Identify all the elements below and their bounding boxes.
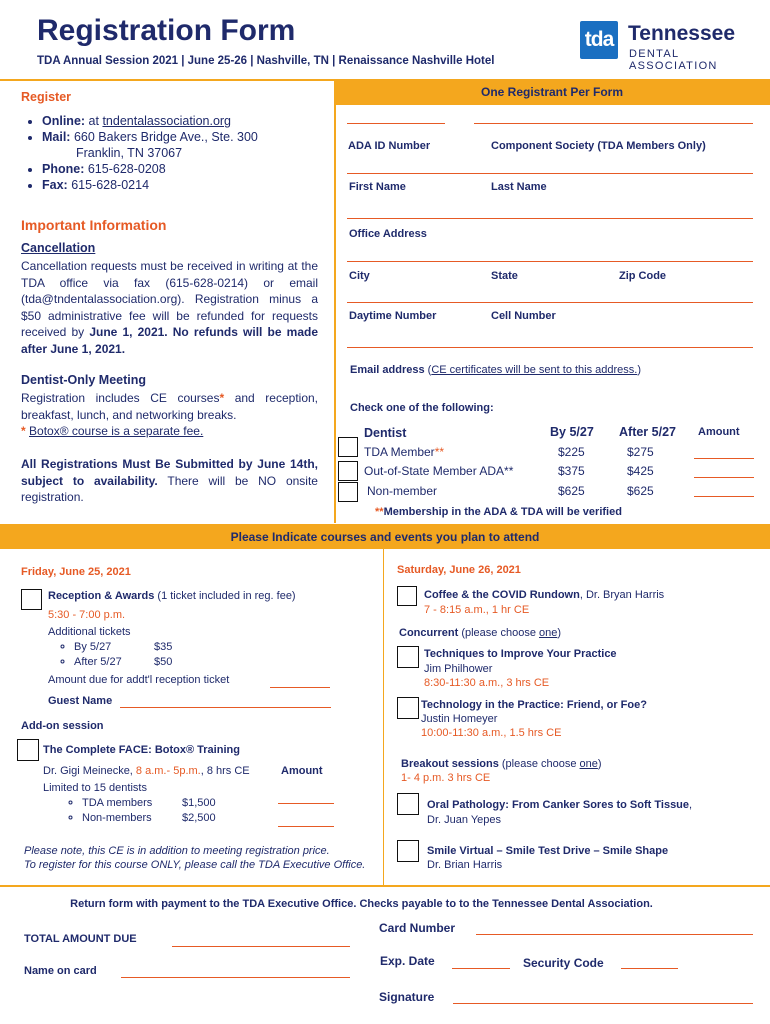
face-non-amount-line[interactable]	[278, 826, 334, 827]
last-name-label: Last Name	[491, 181, 547, 193]
register-phone: • Phone: 615-628-0208	[42, 161, 327, 177]
techniques-title: Techniques to Improve Your Practice	[424, 648, 617, 660]
email-line[interactable]	[347, 347, 753, 348]
covid-checkbox[interactable]	[397, 586, 417, 606]
cell-label: Cell Number	[491, 310, 556, 322]
face-tda-amount-line[interactable]	[278, 803, 334, 804]
addon-heading: Add-on session	[21, 720, 104, 732]
friday-heading: Friday, June 25, 2021	[21, 566, 131, 578]
reception-checkbox[interactable]	[21, 589, 42, 610]
signature-label: Signature	[379, 990, 435, 1004]
saturday-heading: Saturday, June 26, 2021	[397, 564, 521, 576]
non-member-by: $625	[558, 484, 585, 498]
register-list	[22, 113, 327, 193]
tda-logo-mark: tda	[580, 21, 618, 59]
exp-date-line[interactable]	[452, 968, 510, 969]
reception-time: 5:30 - 7:00 p.m.	[48, 609, 126, 621]
city-label: City	[349, 270, 370, 282]
limited-label: Limited to 15 dentists	[43, 782, 147, 794]
membership-note: **Membership in the ADA & TDA will be verified	[375, 506, 622, 518]
col-dentist: Dentist	[364, 426, 407, 440]
cancellation-text: Cancellation requests must be received in writing at the TDA office via fax (615-628-0214) or email (tda@tndentalassociation.org). Registration minus a $50 administrative fee will be refunded for requests received by June 1, 2021. No refunds will be made after June 1, 2021.	[21, 259, 318, 356]
header-divider	[0, 79, 334, 81]
covid-time: 7 - 8:15 a.m., 1 hr CE	[424, 604, 530, 616]
covid-title: Coffee & the COVID Rundown, Dr. Bryan Harris	[424, 589, 665, 601]
additional-tickets: Additional tickets	[48, 626, 131, 638]
payment-divider	[0, 885, 770, 887]
face-title: The Complete FACE: Botox® Training	[43, 744, 240, 756]
face-note-2: To register for this course ONLY, please call the TDA Executive Office.	[24, 859, 366, 871]
first-name-label: First Name	[349, 181, 406, 193]
total-label: TOTAL AMOUNT DUE	[24, 933, 137, 945]
face-amount-label: Amount	[281, 765, 323, 777]
reception-label: Reception & Awards (1 ticket included in reg. fee)	[48, 590, 296, 602]
non-member-amount-line[interactable]	[694, 496, 754, 497]
tda-member-label: TDA Member**	[364, 445, 445, 459]
state-label: State	[491, 270, 518, 282]
return-note: Return form with payment to the TDA Executive Office. Checks payable to to the Tennessee Dental Association.	[70, 898, 653, 910]
non-member-label: Non-member	[367, 484, 438, 498]
oral-pathology-speaker: Dr. Juan Yepes	[427, 814, 502, 826]
name-line[interactable]	[347, 173, 753, 174]
dentist-meeting-text: Registration includes CE courses* and reception, breakfast, lunch, and networking breaks. * Botox® course is a separate fee.	[21, 391, 319, 438]
amount-due-label: Amount due for addt'l reception ticket	[48, 674, 230, 686]
smile-virtual-checkbox[interactable]	[397, 840, 419, 862]
office-address-line[interactable]	[347, 218, 753, 219]
tda-member-by: $225	[558, 445, 585, 459]
ada-id-line[interactable]	[347, 123, 445, 124]
phone-line[interactable]	[347, 302, 753, 303]
column-divider	[383, 549, 384, 885]
form-heading: One Registrant Per Form	[480, 85, 624, 99]
email-label: Email address (CE certificates will be sent to this address.)	[350, 364, 642, 376]
face-speaker: Dr. Gigi Meinecke, 8 a.m.- 5p.m., 8 hrs CE	[43, 765, 250, 777]
technology-checkbox[interactable]	[397, 697, 419, 719]
techniques-time: 8:30-11:30 a.m., 3 hrs CE	[424, 677, 550, 689]
smile-virtual-title: Smile Virtual – Smile Test Drive – Smile Shape	[427, 845, 669, 857]
exp-date-label: Exp. Date	[380, 954, 435, 968]
total-line[interactable]	[172, 946, 350, 947]
city-line[interactable]	[347, 261, 753, 262]
check-one-label: Check one of the following:	[350, 402, 494, 414]
col-after: After 5/27	[619, 425, 676, 439]
face-checkbox[interactable]	[17, 739, 39, 761]
non-member-checkbox[interactable]	[338, 482, 358, 502]
daytime-label: Daytime Number	[349, 310, 437, 322]
component-society-line[interactable]	[474, 123, 753, 124]
oral-pathology-checkbox[interactable]	[397, 793, 419, 815]
tda-member-checkbox[interactable]	[338, 437, 358, 457]
logo-name: Tennessee	[628, 22, 735, 45]
office-address-label: Office Address	[349, 228, 427, 240]
out-of-state-amount-line[interactable]	[694, 477, 754, 478]
face-note-1: Please note, this CE is in addition to meeting registration price.	[24, 845, 330, 857]
page-subtitle: TDA Annual Session 2021 | June 25-26 | Nashville, TN | Renaissance Nashville Hotel	[37, 55, 495, 67]
techniques-checkbox[interactable]	[397, 646, 419, 668]
ticket-prices: ◦ By 5/27 $35 ◦ After 5/27 $50	[54, 640, 214, 670]
col-amount: Amount	[698, 426, 740, 438]
website-link[interactable]: tndentalassociation.org	[102, 114, 232, 128]
cancellation-heading: Cancellation	[21, 241, 96, 255]
technology-title: Technology in the Practice: Friend, or Foe?	[421, 699, 647, 711]
out-of-state-checkbox[interactable]	[338, 461, 358, 481]
concurrent-label: Concurrent (please choose one)	[399, 627, 562, 639]
page-title: Registration Form	[37, 14, 296, 47]
guest-name-label: Guest Name	[48, 695, 113, 707]
guest-name-line[interactable]	[120, 707, 331, 708]
breakout-time: 1- 4 p.m. 3 hrs CE	[401, 772, 491, 784]
tda-member-after: $275	[627, 445, 654, 459]
out-of-state-after: $425	[627, 464, 654, 478]
security-code-label: Security Code	[523, 956, 604, 970]
name-on-card-label: Name on card	[24, 965, 97, 977]
techniques-speaker: Jim Philhower	[424, 663, 493, 675]
register-mail: • Mail: 660 Bakers Bridge Ave., Ste. 300 Franklin, TN 37067	[42, 129, 327, 161]
register-heading: Register	[21, 90, 72, 104]
out-of-state-label: Out-of-State Member ADA**	[364, 464, 514, 478]
smile-virtual-speaker: Dr. Brian Harris	[427, 859, 503, 871]
name-on-card-line[interactable]	[121, 977, 350, 978]
zip-label: Zip Code	[619, 270, 667, 282]
technology-time: 10:00-11:30 a.m., 1.5 hrs CE	[421, 727, 562, 739]
technology-speaker: Justin Homeyer	[421, 713, 498, 725]
out-of-state-by: $375	[558, 464, 585, 478]
important-heading: Important Information	[21, 217, 167, 233]
register-online: • Online: at tndentalassociation.org	[42, 113, 327, 129]
deadline-text: All Registrations Must Be Submitted by June 14th, subject to availability. There will be NO onsite registration.	[21, 457, 318, 504]
col-by: By 5/27	[550, 425, 594, 439]
courses-bar-label: Please Indicate courses and events you plan to attend	[230, 530, 540, 544]
face-prices: ◦ TDA members $1,500 ◦ Non-members $2,500	[62, 796, 262, 826]
logo-subtitle: DENTAL ASSOCIATION	[629, 48, 718, 72]
security-code-line[interactable]	[621, 968, 678, 969]
card-number-label: Card Number	[379, 921, 456, 935]
dentist-meeting-heading: Dentist-Only Meeting	[21, 373, 147, 387]
ada-id-label: ADA ID Number	[348, 140, 431, 152]
oral-pathology-title: Oral Pathology: From Canker Sores to Soft Tissue,	[427, 799, 693, 811]
signature-line[interactable]	[453, 1003, 753, 1004]
amount-due-line[interactable]	[270, 687, 330, 688]
non-member-after: $625	[627, 484, 654, 498]
card-number-line[interactable]	[476, 934, 753, 935]
register-fax: • Fax: 615-628-0214	[42, 177, 327, 193]
breakout-label: Breakout sessions (please choose one)	[401, 758, 602, 770]
component-society-label: Component Society (TDA Members Only)	[491, 140, 706, 152]
tda-member-amount-line[interactable]	[694, 458, 754, 459]
